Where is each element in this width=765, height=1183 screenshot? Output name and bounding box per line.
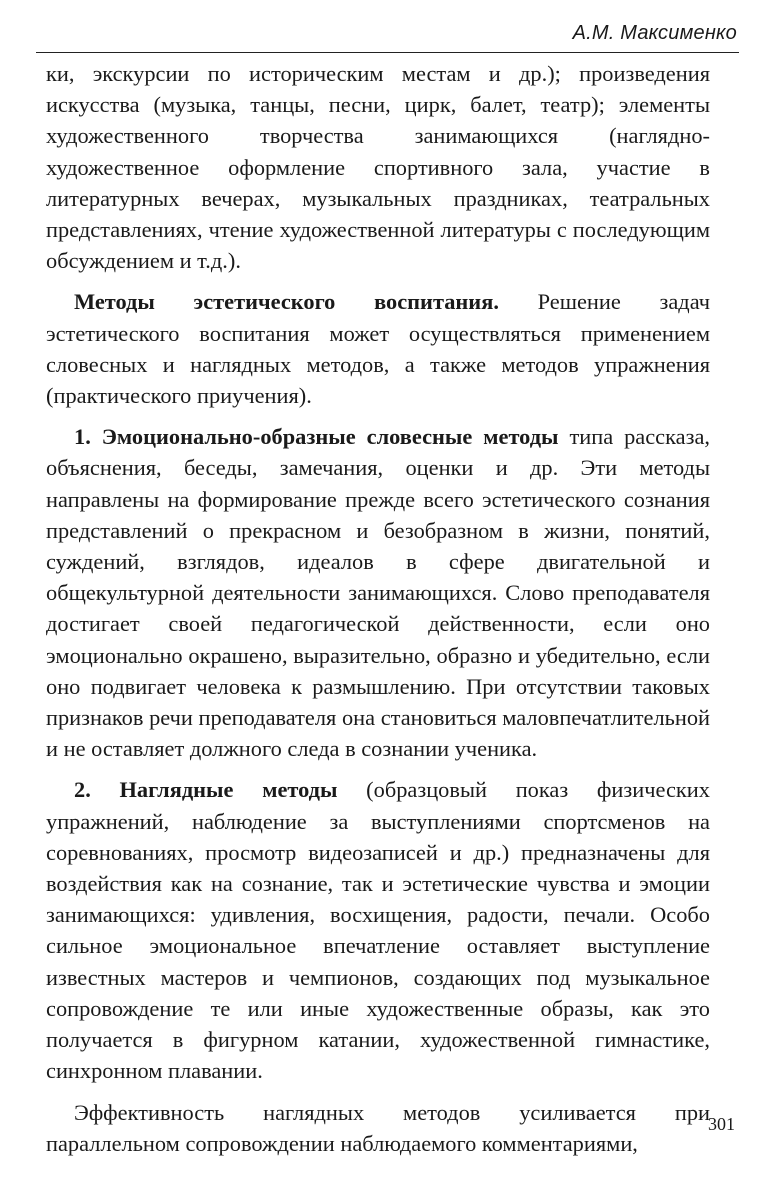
paragraph-heading: Методы эстетического воспитания. bbox=[74, 289, 499, 315]
paragraph-verbal-methods bbox=[46, 421, 710, 764]
paragraph-heading: 1. Эмоционально-образные словесные методы bbox=[74, 424, 559, 450]
paragraph-text: Эффективность наглядных методов усиливается при параллельном сопровождении наблюдаемого комментариями, bbox=[46, 1099, 710, 1156]
paragraph-visual-methods bbox=[46, 774, 710, 1086]
paragraph-continuation bbox=[46, 58, 710, 276]
page-number: 301 bbox=[708, 1114, 735, 1134]
paragraph-text: ки, экскурсии по историческим местам и др.); произведения искусства (музыка, танцы, песни, цирк, балет, театр); элементы художественного творчества занимающихся (наглядно-художественное оформление спортивного зала, участие в литературных вечерах, музыкальных праздниках, театральных представлениях, чтение художественной литературы с последующим обсуждением и т.д.). bbox=[46, 61, 710, 274]
paragraph-heading: 2. Наглядные методы bbox=[74, 777, 338, 803]
paragraph-text: (образцовый показ физических упражнений, наблюдение за выступлениями спортсменов на соревнованиях, просмотр видеозаписей и др.) предназначены для воздействия как на сознание, так и эстетические чувства и эмоции занимающихся: удивления, восхищения, радости, печали. Особо сильное эмоциональное впечатление оставляет выступление известных мастеров и чемпионов, создающих под музыкальное сопровождение те или иные художественные образы, как это получается в фигурном катании, художественной гимнастике, синхронном плавании. bbox=[46, 777, 710, 1084]
paragraph-text: Решение задач эстетического воспитания может осуществляться применением словесных и наглядных методов, а также методов упражнения (практического приучения). bbox=[46, 289, 710, 409]
body-text bbox=[46, 58, 710, 1169]
running-header-author: А.М. Максименко bbox=[572, 22, 737, 44]
header-rule bbox=[36, 52, 739, 53]
paragraph-text: типа рассказа, объяснения, беседы, замечания, оценки и др. Эти методы направлены на формирование прежде всего эстетического сознания представлений о прекрасном и безобразном в жизни, понятий, суждений, взглядов, идеалов в сфере двигательной и общекультурной деятельности занимающихся. Слово преподавателя достигает своей педагогической действенности, если оно эмоционально окрашено, выразительно, образно и убедительно, если оно подвигает человека к размышлению. При отсутствии таковых признаков речи преподавателя она становиться маловпечатлительной и не оставляет должного следа в сознании ученика. bbox=[46, 424, 710, 762]
paragraph-methods bbox=[46, 286, 710, 411]
paragraph-effectiveness bbox=[46, 1097, 710, 1159]
